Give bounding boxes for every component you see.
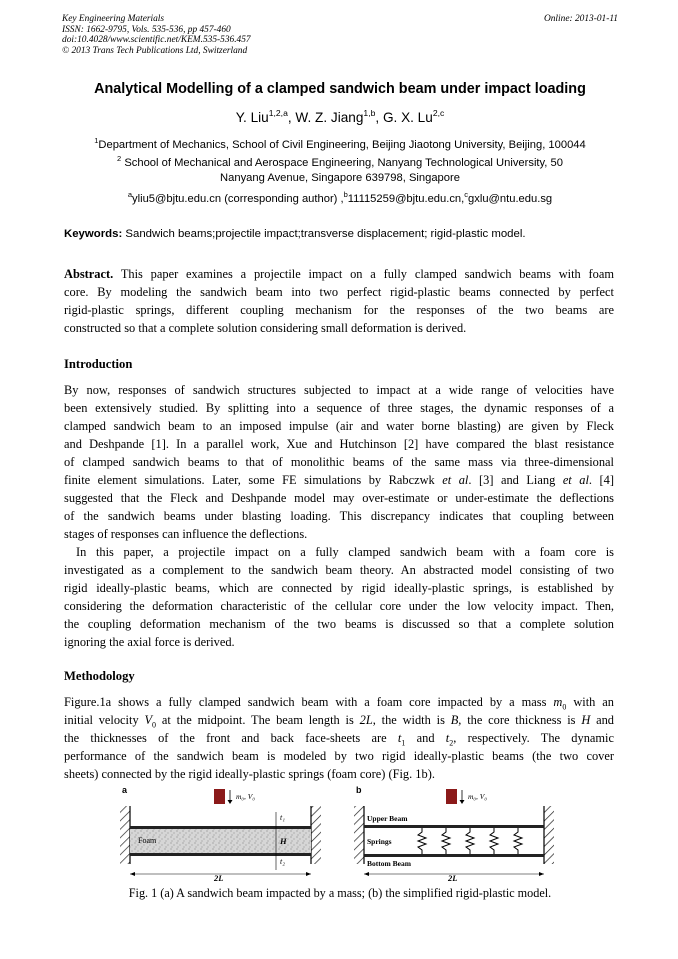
spring-row [418, 828, 522, 854]
body-line: the coupling deformation mechanism of the two beams is discussed so that a complete solution [64, 617, 614, 631]
figure-1 [116, 782, 576, 882]
upper-beam [364, 825, 544, 828]
abstract-line: core. By modeling the sandwich beam into two perfect rigid-plastic beams connected by perfect [64, 285, 614, 299]
clamp-right-a [311, 806, 321, 864]
body-line: considering the deformation characteristic of the cellular core under the low velocity impact. Then, [64, 599, 614, 613]
body-line: suggested that the Fleck and Deshpande model may over-estimate or under-estimate the deflections [64, 491, 614, 505]
bottom-beam [364, 854, 544, 857]
bottom-face-sheet [130, 853, 311, 856]
top-face-sheet [130, 826, 311, 829]
body-line: been extensively studied. By splitting into a sequence of three stages, the dynamic responses of a [64, 401, 614, 415]
clamp-right-b [544, 806, 554, 864]
body-line: Figure.1a shows a fully clamped sandwich beam with a foam core impacted by a mass $m_0$ with an [64, 695, 614, 712]
body-line: initial velocity $V_0$ at the midpoint. The beam length is 2L, the width is B, the core thickness is H and [64, 713, 614, 730]
intro-paragraph-1 [64, 381, 614, 543]
aff-sup: 1 [94, 136, 99, 145]
body-line: and Deshpande [1]. In a parallel work, Xue and Hutchinson [2] have compared the blast resistance [64, 437, 614, 451]
foam-label: Foam [138, 836, 157, 845]
springs-label: Springs [367, 837, 392, 846]
author-name: G. X. Lu [382, 110, 433, 125]
issn-line: ISSN: 1662-9795, Vols. 535-536, pp 457-460 [62, 24, 231, 35]
author-sup: 1,2,a [268, 108, 288, 118]
email-line [40, 190, 640, 205]
body-line: of the sandwich beams under blasting loading. This discrepancy indicates that coupling between [64, 509, 614, 523]
aff-sup: 2 [117, 154, 122, 163]
introduction-heading: Introduction [64, 357, 133, 371]
aff-text: Department of Mechanics, School of Civil Engineering, Beijing Jiaotong University, Beijing, 100044 [98, 139, 586, 151]
author-name: W. Z. Jiang [295, 110, 364, 125]
body-line: of clamped sandwich beams to that of monolithic beams of the same mass via three-dimensional [64, 455, 614, 469]
body-line: finite element simulations. Later, some FE simulations by Rabczwk et al. [3] and Liang et al. [4] [64, 473, 614, 487]
doi-line: doi:10.4028/www.scientific.net/KEM.535-536.457 [62, 35, 251, 46]
impact-mass-a [214, 789, 225, 804]
body-line: performance of the sandwich beam is modeled by two rigid ideally-plastic beams (the two cover [64, 749, 614, 763]
bottom-beam-label: Bottom Beam [367, 859, 411, 868]
journal-header [62, 14, 618, 56]
clamp-left-b [354, 806, 364, 864]
abstract-line: rigid-plastic springs, different coupling mechanism for the responses of the two beams are [64, 303, 614, 317]
figure-caption: Fig. 1 (a) A sandwich beam impacted by a mass; (b) the simplified rigid-plastic model. [128, 886, 552, 900]
mass-label-b: m₀, V₀ [468, 792, 487, 801]
body-line: By now, responses of sandwich structures subjected to impact at a wide range of velocities have [64, 383, 614, 397]
keywords [64, 228, 620, 240]
body-line: ignoring the axial force is derived. [64, 635, 235, 649]
paper-title: Analytical Modelling of a clamped sandwich beam under impact loading [94, 81, 586, 97]
author-sup: 1,b [363, 108, 376, 118]
email-sup: b [343, 190, 348, 199]
body-line: the thicknesses of the front and back face-sheets are $t_1$ and $t_2$, respectively. The dynamic [64, 731, 614, 748]
abstract-label: Abstract. [64, 267, 114, 281]
body-line: investigated as a complement to the sandwich beam theory. An abstracted model consisting of two [64, 563, 614, 577]
abstract-line: Abstract. This paper examines a projectile impact on a fully clamped sandwich beams with foam [64, 267, 615, 281]
upper-beam-label: Upper Beam [367, 814, 408, 823]
copyright-line: © 2013 Trans Tech Publications Ltd, Switzerland [62, 45, 248, 56]
length-label-a: 2L [214, 873, 224, 882]
email-sup: a [127, 190, 132, 199]
mass-label-a: m₀, V₀ [236, 792, 255, 801]
keywords-text: Sandwich beams;projectile impact;transverse displacement; rigid-plastic model. [125, 228, 526, 240]
t2-label: t₂ [280, 857, 286, 866]
body-line: sheets) connected by the rigid ideally-plastic springs (foam core) (Fig. 1b). [64, 767, 435, 781]
affiliation-1 [40, 136, 640, 151]
author-name: Y. Liu [235, 110, 269, 125]
methodology-heading: Methodology [64, 669, 135, 683]
body-line: stages of responses can influence the deflections. [64, 527, 308, 541]
author-list: Y. Liu$^{1,2,a}$, W. Z. Jiang$^{1,b}$, G. X. Lu$^{2,c}$ [235, 108, 445, 125]
impact-mass-b [446, 789, 457, 804]
figure-1-drawing [116, 782, 576, 882]
email-c[interactable]: gxlu@ntu.edu.sg [468, 193, 553, 205]
body-line: clamped sandwich beam to an imposed impulse (air and water borne blasting) are given by Fleck [64, 419, 614, 433]
affiliation-2 [40, 154, 640, 169]
email-a[interactable]: yliu5@bjtu.edu.cn (corresponding author) , [132, 193, 344, 205]
journal-name: Key Engineering Materials [62, 14, 165, 24]
email-sup: c [464, 190, 469, 199]
body-line: rigid ideally-plastic beams, which are connected by rigid ideally-plastic springs, is established by [64, 581, 614, 595]
clamp-left-a [120, 806, 130, 864]
panel-a-label: a [122, 785, 128, 795]
t1-label: t₁ [280, 813, 286, 822]
body-line: In this paper, a projectile impact on a fully clamped sandwich beam with a foam core is [76, 545, 614, 559]
panel-b-label: b [356, 785, 362, 795]
h-label: H [280, 836, 287, 846]
abstract-line: constructed so that a complete solution considering small deformation is derived. [64, 321, 467, 335]
aff-text: School of Mechanical and Aerospace Engineering, Nanyang Technological University, 50 [124, 157, 563, 169]
email-b[interactable]: 11115259@bjtu.edu.cn, [347, 193, 465, 205]
affiliation-2-cont: Nanyang Avenue, Singapore 639798, Singapore [220, 172, 460, 184]
abstract [64, 265, 614, 337]
length-label-b: 2L [448, 873, 458, 882]
keywords-label: Keywords: [64, 228, 123, 240]
author-sup: 2,c [432, 108, 445, 118]
online-date: Online: 2013-01-11 [543, 14, 618, 24]
intro-paragraph-2 [64, 543, 614, 651]
methodology-paragraph [64, 693, 614, 783]
